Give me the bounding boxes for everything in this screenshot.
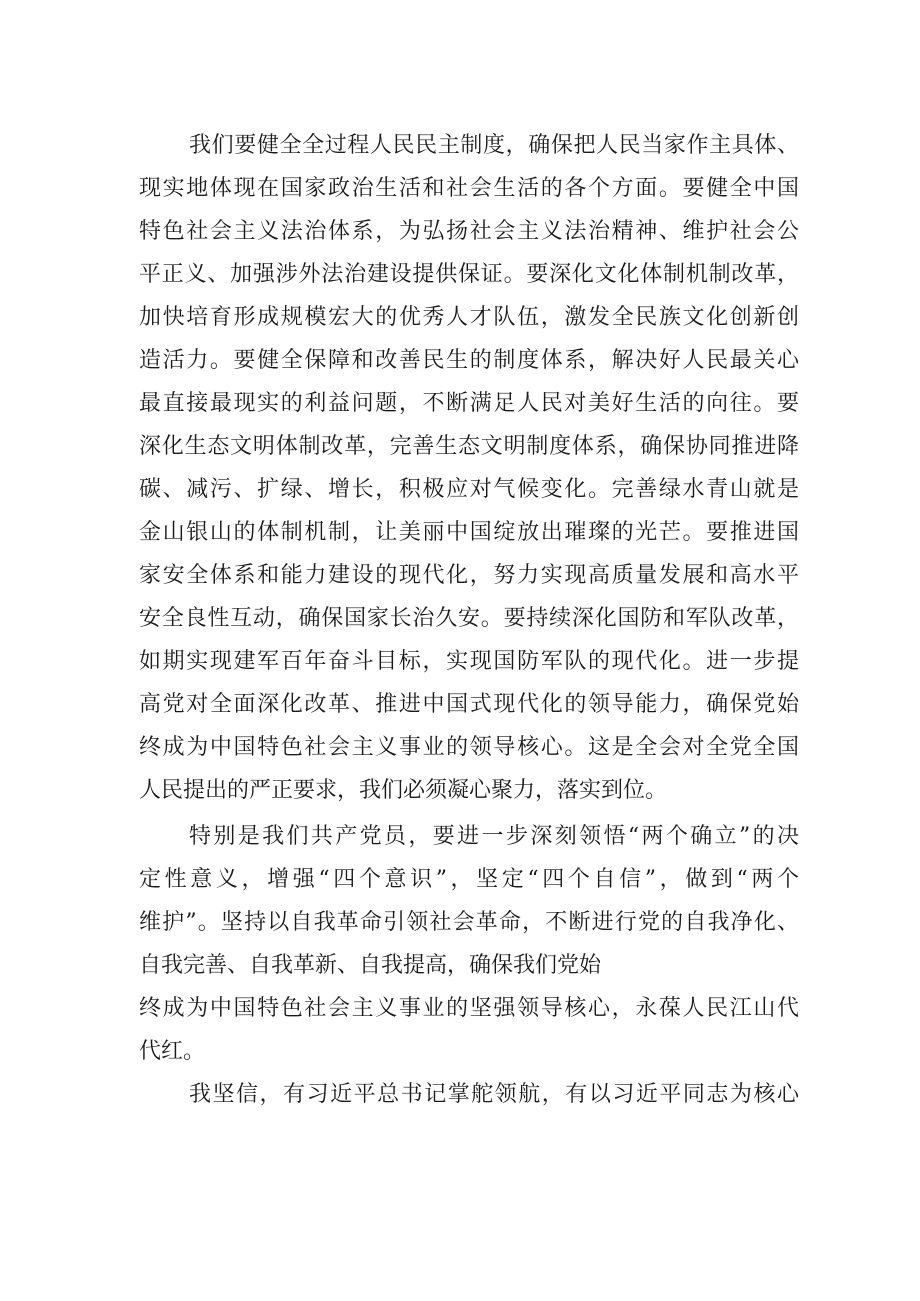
paragraph-1-line: 平正义、加强涉外法治建设提供保证。要深化文化体制机制改革， bbox=[139, 262, 799, 287]
paragraph-2-line: 自我完善、自我革新、自我提高，确保我们党始 bbox=[139, 953, 602, 978]
paragraph-1-line: 高党对全面深化改革、推进中国式现代化的领导能力，确保党始 bbox=[139, 692, 799, 717]
paragraph-1-line: 造活力。要健全保障和改善民生的制度体系，解决好人民最关心 bbox=[139, 348, 799, 373]
paragraph-1-line: 加快培育形成规模宏大的优秀人才队伍，激发全民族文化创新创 bbox=[139, 305, 799, 330]
paragraph-1-line: 终成为中国特色社会主义事业的领导核心。这是全会对全党全国 bbox=[139, 735, 799, 760]
paragraph-2-line: 定性意义，增强“四个意识”，坚定“四个自信”，做到“两个 bbox=[139, 867, 799, 892]
paragraph-2-line: 特别是我们共产党员，要进一步深刻领悟“两个确立”的决 bbox=[189, 824, 799, 849]
paragraph-1-line: 我们要健全全过程人民民主制度，确保把人民当家作主具体、 bbox=[189, 133, 799, 158]
paragraph-1-line: 现实地体现在国家政治生活和社会生活的各个方面。要健全中国 bbox=[139, 176, 799, 201]
paragraph-2-line: 代红。 bbox=[139, 1039, 206, 1064]
paragraph-1-line: 如期实现建军百年奋斗目标，实现国防军队的现代化。进一步提 bbox=[139, 649, 799, 674]
paragraph-1-line: 人民提出的严正要求，我们必须凝心聚力，落实到位。 bbox=[139, 778, 668, 803]
paragraph-2-line: 终成为中国特色社会主义事业的坚强领导核心，永葆人民江山代 bbox=[139, 996, 799, 1021]
paragraph-1-line: 最直接最现实的利益问题，不断满足人民对美好生活的向往。要 bbox=[139, 391, 799, 416]
paragraph-1-line: 特色社会主义法治体系，为弘扬社会主义法治精神、维护社会公 bbox=[139, 219, 799, 244]
paragraph-1-line: 家安全体系和能力建设的现代化，努力实现高质量发展和高水平 bbox=[139, 563, 799, 588]
paragraph-1-line: 碳、减污、扩绿、增长，积极应对气候变化。完善绿水青山就是 bbox=[139, 477, 799, 502]
paragraph-3-line: 我坚信，有习近平总书记掌舵领航，有以习近平同志为核心 bbox=[189, 1082, 799, 1107]
paragraph-1-line: 安全良性互动，确保国家长治久安。要持续深化国防和军队改革， bbox=[139, 606, 799, 631]
paragraph-1-line: 金山银山的体制机制，让美丽中国绽放出璀璨的光芒。要推进国 bbox=[139, 520, 799, 545]
paragraph-1-line: 深化生态文明体制改革，完善生态文明制度体系，确保协同推进降 bbox=[139, 434, 799, 459]
paragraph-2-line: 维护”。坚持以自我革命引领社会革命，不断进行党的自我净化、 bbox=[139, 910, 799, 935]
